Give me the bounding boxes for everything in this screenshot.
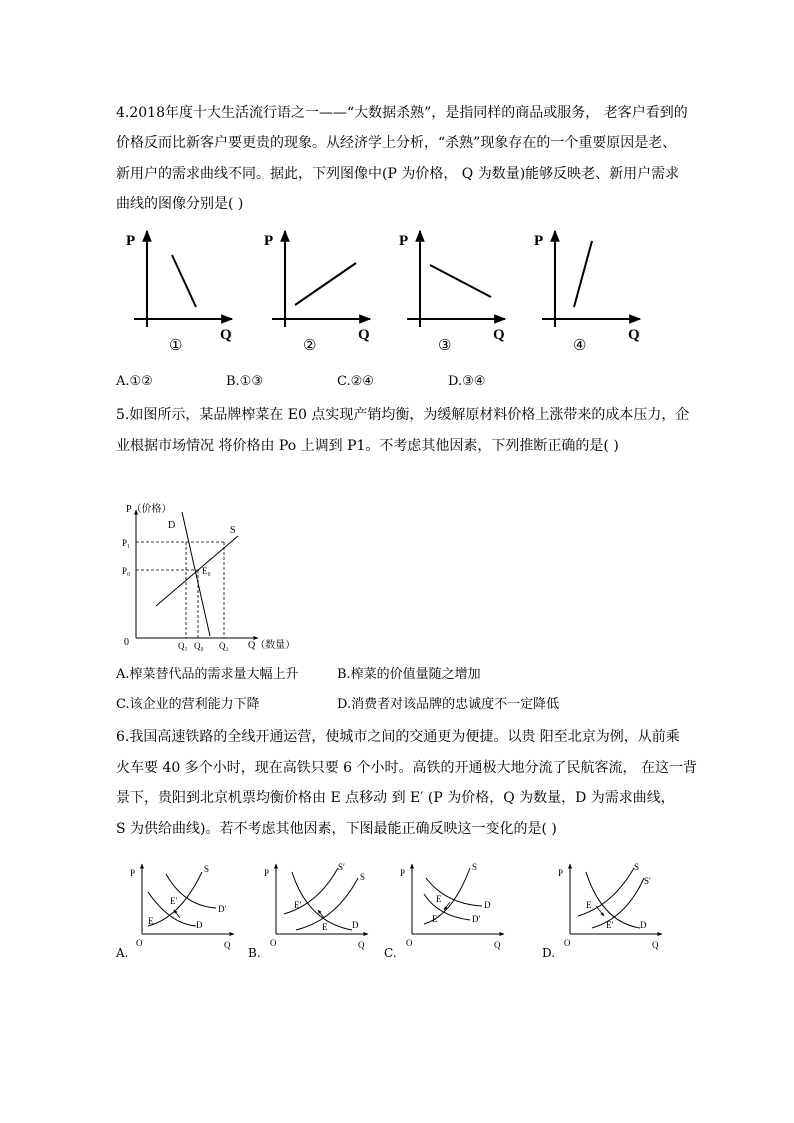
q6-line-2: 火车要 40 多个小时，现在高铁只要 6 个小时。高铁的开通极大地分流了民航客流， 在这一背 bbox=[116, 760, 697, 776]
q6-b-d: D bbox=[352, 920, 359, 930]
q6-c-p: P bbox=[400, 868, 406, 878]
q6-b-s: S bbox=[360, 872, 366, 882]
q6-d-d: D bbox=[640, 920, 647, 930]
q5-origin: 0 bbox=[124, 637, 129, 648]
q6-b-e: E bbox=[322, 922, 328, 932]
q5-s-label: S bbox=[230, 525, 236, 536]
q4-graph-3-q: Q bbox=[493, 327, 505, 343]
q6-d-s2: S′ bbox=[644, 876, 651, 886]
q5-p0-label: P₀ bbox=[122, 566, 131, 576]
q6-b-o: O bbox=[270, 938, 277, 948]
q4-graph-1-p: P bbox=[126, 233, 136, 249]
q6-d-s: S bbox=[634, 862, 640, 872]
q6-option-d[interactable]: D. bbox=[542, 946, 556, 960]
q4-graph-2-p: P bbox=[264, 233, 274, 249]
q5-option-b[interactable]: B.榨菜的价值量随之增加 bbox=[337, 667, 481, 682]
q5-e0-label: E₀ bbox=[202, 566, 211, 576]
q4-graph-4-p: P bbox=[534, 233, 544, 249]
q6-graph-d bbox=[556, 858, 671, 953]
q6-d-e2: E′ bbox=[606, 920, 614, 930]
q4-graph-2 bbox=[258, 225, 383, 355]
q5-line-2: 业根据市场情况 将价格由 Po 上调到 P1。不考虑其他因素，下列推断正确的是( ) bbox=[116, 438, 619, 454]
q4-option-c[interactable]: C.②④ bbox=[337, 374, 374, 389]
q4-graph-1 bbox=[120, 225, 245, 355]
q5-graph bbox=[118, 498, 308, 658]
q5-line-1: 5.如图所示，某品牌榨菜在 E0 点实现产销均衡，为缓解原材料价格上涨带来的成本压力，企 bbox=[116, 407, 690, 423]
q6-c-d2: D′ bbox=[472, 914, 481, 924]
q4-line-3: 新用户的需求曲线不同。据此，下列图像中(P 为价格， Q 为数量)能够反映老、新用户需求 bbox=[116, 166, 680, 182]
q4-option-b[interactable]: B.①③ bbox=[226, 374, 263, 389]
q5-q0-label: Q₀ bbox=[194, 641, 204, 651]
q6-graph-a bbox=[128, 858, 243, 953]
q4-graph-3-num: ③ bbox=[438, 338, 452, 354]
q6-d-o: O bbox=[564, 938, 571, 948]
q4-graph-1-q: Q bbox=[220, 327, 232, 343]
q6-a-d2: D′ bbox=[218, 904, 227, 914]
q6-line-1: 6.我国高速铁路的全线开通运营，使城市之间的交通更为便捷。以贵 阳至北京为例，从前乘 bbox=[116, 729, 680, 745]
q4-graph-4-curve bbox=[574, 241, 592, 307]
q6-c-demand bbox=[426, 878, 482, 906]
q4-graph-4-q: Q bbox=[628, 327, 640, 343]
q4-graph-1-curve bbox=[172, 255, 196, 307]
q5-q1-label: Q₁ bbox=[178, 641, 188, 651]
q6-c-e2: E′ bbox=[432, 914, 440, 924]
q6-option-a[interactable]: A. bbox=[116, 946, 129, 960]
q6-a-o: O bbox=[136, 938, 143, 948]
q6-b-e2: E′ bbox=[294, 900, 302, 910]
q6-b-q: Q bbox=[358, 940, 365, 950]
q6-line-3: 景下，贵阳到北京机票均衡价格由 E 点移动 到 E′ (P 为价格，Q 为数量，D 为需求曲线， bbox=[116, 790, 675, 806]
q6-d-supply2 bbox=[592, 878, 644, 928]
q5-p-axis-label: P（价格） bbox=[126, 504, 172, 515]
q4-graph-1-num: ① bbox=[169, 338, 183, 354]
q5-supply-curve bbox=[156, 536, 238, 606]
q5-q2-label: Q₂ bbox=[219, 641, 229, 651]
q6-d-e: E bbox=[586, 900, 592, 910]
q6-d-q: Q bbox=[652, 940, 659, 950]
q6-b-p: P bbox=[264, 868, 270, 878]
q6-c-o: O bbox=[406, 938, 413, 948]
q4-line-4: 曲线的图像分别是( ) bbox=[116, 196, 244, 212]
q6-a-d: D bbox=[196, 920, 203, 930]
q6-c-demand2 bbox=[424, 894, 470, 920]
q6-c-q: Q bbox=[494, 940, 501, 950]
q6-a-q: Q bbox=[224, 940, 231, 950]
q6-a-e: E bbox=[148, 916, 154, 926]
q6-graph-c bbox=[398, 858, 513, 953]
q4-graph-4-num: ④ bbox=[573, 338, 587, 354]
q6-a-s: S bbox=[204, 864, 210, 874]
q6-graph-b bbox=[262, 858, 377, 953]
q6-c-e: E bbox=[436, 894, 442, 904]
q4-graph-2-curve bbox=[295, 263, 356, 305]
q5-option-c[interactable]: C.该企业的营利能力下降 bbox=[116, 697, 260, 712]
q4-graph-2-q: Q bbox=[358, 327, 370, 343]
q6-a-p: P bbox=[130, 868, 136, 878]
q6-option-b[interactable]: B. bbox=[248, 946, 261, 960]
q5-option-d[interactable]: D.消费者对该品牌的忠诚度不一定降低 bbox=[337, 697, 560, 712]
q4-graph-3-p: P bbox=[399, 233, 409, 249]
q5-option-a[interactable]: A.榨菜替代品的需求量大幅上升 bbox=[116, 667, 299, 682]
q4-graph-2-num: ② bbox=[303, 338, 317, 354]
q6-line-4: S 为供给曲线)。若不考虑其他因素，下图最能正确反映这一变化的是( ) bbox=[116, 821, 557, 837]
q6-c-s: S bbox=[472, 862, 478, 872]
q4-graph-3-curve bbox=[430, 265, 491, 297]
q4-graph-3 bbox=[393, 225, 518, 355]
q4-line-1: 4.2018年度十大生活流行语之一——“大数据杀熟”，是指同样的商品或服务， 老客户看到的 bbox=[116, 105, 688, 121]
q5-p1-label: P₁ bbox=[122, 538, 131, 548]
q4-graph-4 bbox=[528, 225, 653, 355]
q6-d-p: P bbox=[558, 868, 564, 878]
q6-a-e2: E′ bbox=[170, 896, 178, 906]
q4-option-a[interactable]: A.①② bbox=[116, 374, 153, 389]
q6-option-c[interactable]: C. bbox=[384, 946, 397, 960]
q5-q-axis-label: Q（数量） bbox=[248, 640, 296, 651]
q4-option-d[interactable]: D.③④ bbox=[448, 374, 486, 389]
q6-b-s2: S′ bbox=[338, 862, 345, 872]
q4-line-2: 价格反而比新客户要更贵的现象。从经济学上分析，“杀熟”现象存在的一个重要原因是老、 bbox=[116, 135, 677, 151]
q6-c-d: D bbox=[484, 900, 491, 910]
q5-d-label: D bbox=[168, 520, 176, 531]
